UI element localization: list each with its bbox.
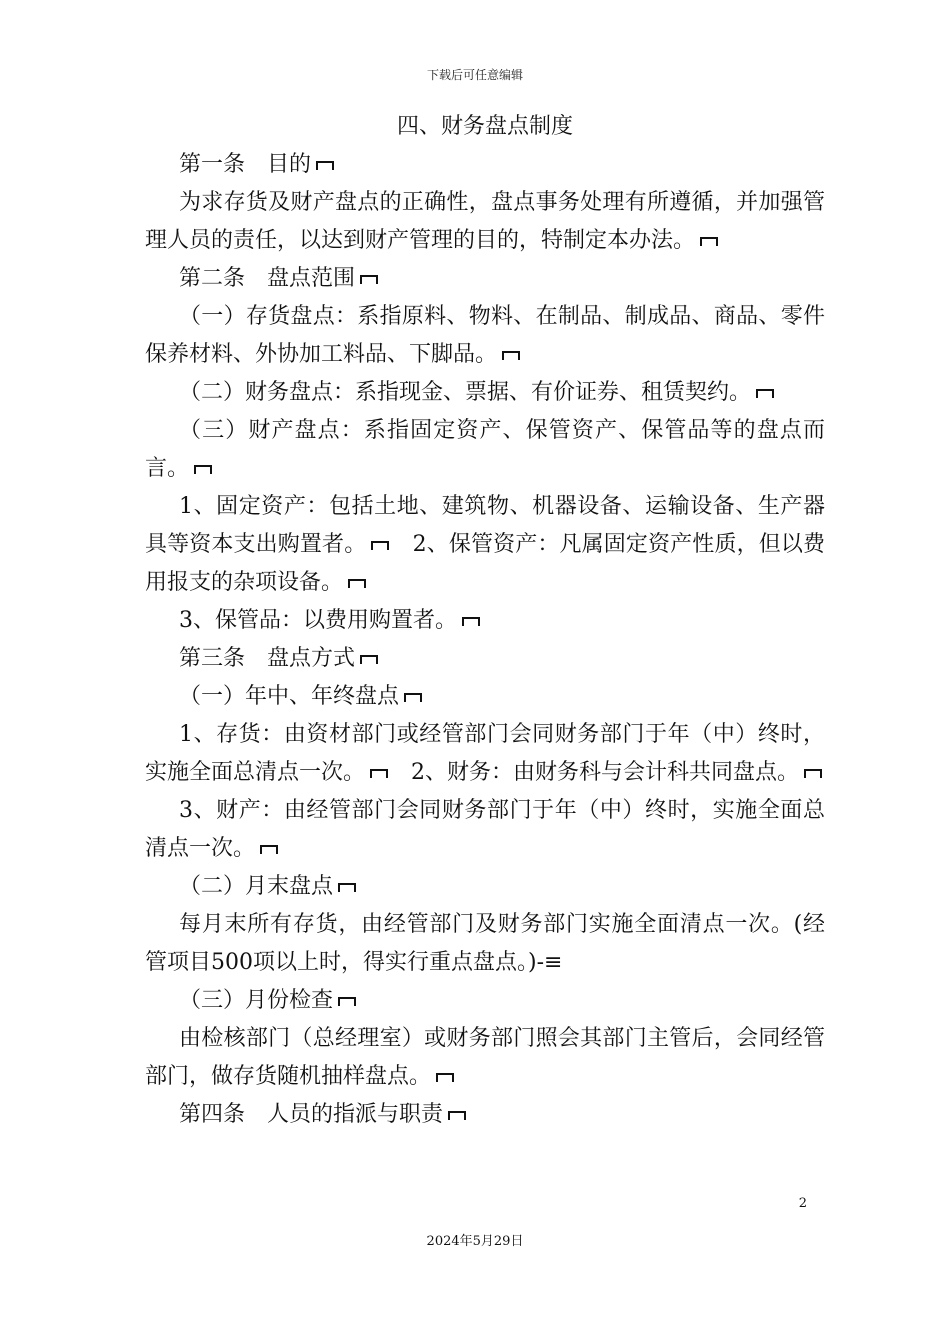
paragraph: （二）财务盘点：系指现金、票据、有价证券、租赁契约。 [145,374,825,412]
article-heading: 第二条 盘点范围 [145,260,825,298]
paragraph-mark-icon [369,769,389,779]
paragraph-mark-icon [699,237,719,247]
paragraph-mark-icon [447,1111,467,1121]
document-title: 四、财务盘点制度 [396,114,573,139]
paragraph: 1、存货：由资材部门或经管部门会同财务部门于年（中）终时，实施全面总清点一次。 2、财务：由财务科与会计科共同盘点。 [145,722,825,785]
page-number: 2 [798,1196,807,1211]
paragraph-mark-icon [370,541,390,551]
section-heading: （三）月份检查 [145,982,825,1020]
document-body [145,108,825,1134]
paragraph: 3、保管品：以费用购置者。 [145,602,825,640]
section-heading: （二）月末盘点 [145,868,825,906]
paragraph-mark-icon [259,845,279,855]
paragraph-mark-icon [315,161,335,171]
paragraph-mark-icon [501,351,521,361]
paragraph: 为求存货及财产盘点的正确性，盘点事务处理有所遵循，并加强管理人员的责任，以达到财产管理的目的，特制定本办法。 [145,190,825,253]
page-header: 下载后可任意编辑 [426,68,523,82]
paragraph-mark-icon [803,769,823,779]
article-heading: 第一条 目的 [145,146,825,184]
page-footer-date: 2024年5月29日 [426,1234,524,1249]
paragraph: 1、固定资产：包括土地、建筑物、机器设备、运输设备、生产器具等资本支出购置者。 2、保管资产：凡属固定资产性质，但以费用报支的杂项设备。 [145,494,825,595]
paragraph: 3、财产：由经管部门会同财务部门于年（中）终时，实施全面总清点一次。 [145,798,825,861]
paragraph: （一）存货盘点：系指原料、物料、在制品、制成品、商品、零件保养材料、外协加工料品、下脚品。 [145,304,825,367]
paragraph-mark-icon [359,275,379,285]
paragraph-mark-icon [461,617,481,627]
paragraph: 每月末所有存货，由经管部门及财务部门实施全面清点一次。(经管项目500项以上时，得实行重点盘点。)-≡ [145,912,825,975]
article-heading: 第三条 盘点方式 [145,640,825,678]
paragraph-mark-icon [755,389,775,399]
paragraph-mark-icon [435,1073,455,1083]
section-heading: （一）年中、年终盘点 [145,678,825,716]
paragraph-mark-icon [193,465,213,475]
paragraph-mark-icon [337,997,357,1007]
end-mark: -≡ [536,950,563,975]
paragraph: 由检核部门（总经理室）或财务部门照会其部门主管后，会同经管部门，做存货随机抽样盘点。 [145,1026,825,1089]
article-heading: 第四条 人员的指派与职责 [145,1096,825,1134]
paragraph-mark-icon [359,655,379,665]
paragraph: （三）财产盘点：系指固定资产、保管资产、保管品等的盘点而言。 [145,418,825,481]
paragraph-mark-icon [337,883,357,893]
paragraph-mark-icon [403,693,423,703]
paragraph-mark-icon [347,579,367,589]
